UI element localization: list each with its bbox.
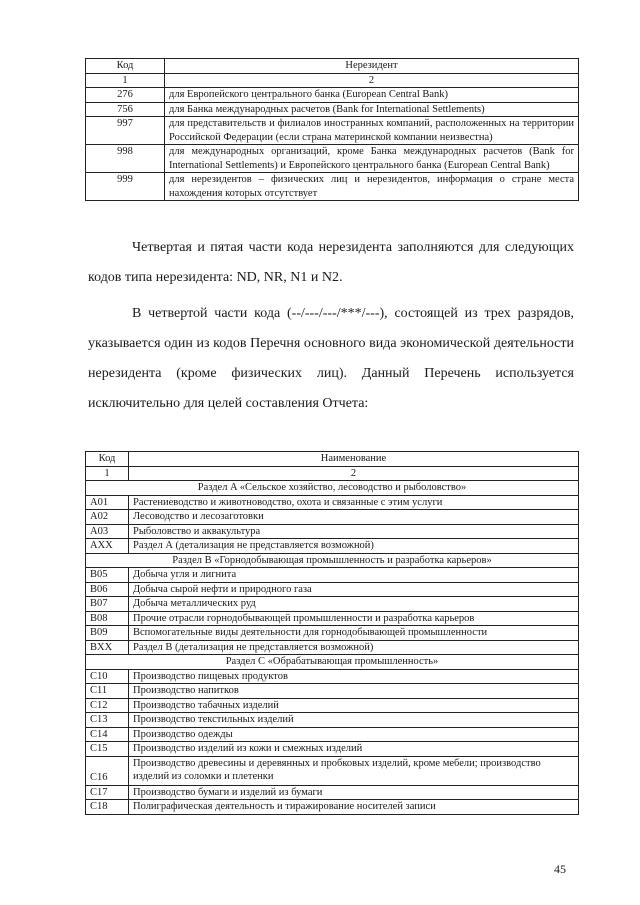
section-header-row (86, 553, 579, 568)
row-description: Производство табачных изделий (129, 698, 579, 713)
table-header-row (86, 452, 579, 467)
page-number: 45 (554, 862, 566, 876)
table-row (86, 524, 579, 539)
row-description: для нерезидентов – физических лиц и нерезидентов, информация о стране места нахождения которых отсутствует (165, 173, 579, 201)
row-code: 999 (86, 173, 165, 201)
section-title: Раздел C «Обрабатывающая промышленность» (86, 655, 579, 670)
row-description: для Банка международных расчетов (Bank for International Settlements) (165, 102, 579, 117)
row-code: B09 (86, 626, 129, 641)
nonresident-code-table (85, 58, 579, 201)
column-number-2: 2 (129, 466, 579, 481)
row-description: Производство одежды (129, 727, 579, 742)
row-code: 998 (86, 145, 165, 173)
table-row (86, 626, 579, 641)
row-description: Лесоводство и лесозаготовки (129, 510, 579, 525)
row-description: Прочие отрасли горнодобывающей промышленности и разработка карьеров (129, 611, 579, 626)
table-row (86, 117, 579, 145)
row-code: B05 (86, 568, 129, 583)
row-code: C16 (86, 756, 129, 785)
row-description: Раздел B (детализация не представляется возможной) (129, 640, 579, 655)
economic-activity-table (85, 451, 579, 815)
row-description: Добыча угля и лигнита (129, 568, 579, 583)
table-row (86, 727, 579, 742)
row-description: Производство напитков (129, 684, 579, 699)
row-code: BXX (86, 640, 129, 655)
column-header-name: Наименование (129, 452, 579, 467)
row-code: AXX (86, 539, 129, 554)
table-row (86, 582, 579, 597)
paragraph-fourth-part-description: В четвертой части кода (--/---/---/***/---), состоящей из трех разрядов, указывается один из кодов Перечня основного вида экономической деятельности нерезидента (кроме физических лиц). Данный Перечень используется исключительно для целей составления Отчета: (88, 306, 574, 411)
column-number-1: 1 (86, 73, 165, 88)
section-header-row (86, 481, 579, 496)
column-number-row (86, 73, 579, 88)
row-code: A02 (86, 510, 129, 525)
table-row (86, 173, 579, 201)
table-row (86, 684, 579, 699)
table-row (86, 510, 579, 525)
row-code: 756 (86, 102, 165, 117)
row-description: Производство пищевых продуктов (129, 669, 579, 684)
table-row (86, 88, 579, 103)
row-code: C18 (86, 800, 129, 815)
row-description: для представительств и филиалов иностранных компаний, расположенных на территории Российской Федерации (если страна материнской компании неизвестна) (165, 117, 579, 145)
table-row (86, 145, 579, 173)
row-description: Добыча металлических руд (129, 597, 579, 612)
column-number-1: 1 (86, 466, 129, 481)
row-code: C17 (86, 785, 129, 800)
row-code: C10 (86, 669, 129, 684)
column-number-2: 2 (165, 73, 579, 88)
section-title: Раздел B «Горнодобывающая промышленность и разработка карьеров» (86, 553, 579, 568)
table-row (86, 713, 579, 728)
row-code: B07 (86, 597, 129, 612)
table-row (86, 742, 579, 757)
row-code: C14 (86, 727, 129, 742)
row-description: для Европейского центрального банка (European Central Bank) (165, 88, 579, 103)
row-description: Добыча сырой нефти и природного газа (129, 582, 579, 597)
paragraph-fourth-fifth-parts: Четвертая и пятая части кода нерезидента заполняются для следующих кодов типа нерезидента: ND, NR, N1 и N2. (88, 240, 574, 285)
table-row (86, 640, 579, 655)
section-title: Раздел A «Сельское хозяйство, лесоводство и рыболовство» (86, 481, 579, 496)
column-header-code: Код (86, 59, 165, 74)
row-code: C13 (86, 713, 129, 728)
table-row (86, 597, 579, 612)
row-code: 276 (86, 88, 165, 103)
table-row (86, 785, 579, 800)
row-code: A03 (86, 524, 129, 539)
row-code: B06 (86, 582, 129, 597)
section-header-row (86, 655, 579, 670)
table-row (86, 102, 579, 117)
row-code: C12 (86, 698, 129, 713)
table-row (86, 800, 579, 815)
row-description: Рыболовство и аквакультура (129, 524, 579, 539)
column-header-nonresident: Нерезидент (165, 59, 579, 74)
column-number-row (86, 466, 579, 481)
table-row (86, 669, 579, 684)
table-row (86, 495, 579, 510)
row-description: Вспомогательные виды деятельности для горнодобывающей промышленности (129, 626, 579, 641)
row-description: Полиграфическая деятельность и тиражирование носителей записи (129, 800, 579, 815)
row-description: Производство бумаги и изделий из бумаги (129, 785, 579, 800)
row-description: для международных организаций, кроме Банка международных расчетов (Bank for International Settlements) и Европейского центрального банка (European Central Bank) (165, 145, 579, 173)
column-header-code: Код (86, 452, 129, 467)
row-code: C11 (86, 684, 129, 699)
table-row (86, 568, 579, 583)
row-description: Производство древесины и деревянных и пробковых изделий, кроме мебели; производство изделий из соломки и плетенки (129, 756, 579, 785)
table-header-row (86, 59, 579, 74)
table-row (86, 698, 579, 713)
row-code: C15 (86, 742, 129, 757)
table-row (86, 539, 579, 554)
table-row (86, 611, 579, 626)
row-description: Раздел А (детализация не представляется возможной) (129, 539, 579, 554)
table-row (86, 756, 579, 785)
row-code: A01 (86, 495, 129, 510)
row-description: Растениеводство и животноводство, охота и связанные с этим услуги (129, 495, 579, 510)
row-code: 997 (86, 117, 165, 145)
row-description: Производство текстильных изделий (129, 713, 579, 728)
row-code: B08 (86, 611, 129, 626)
row-description: Производство изделий из кожи и смежных изделий (129, 742, 579, 757)
